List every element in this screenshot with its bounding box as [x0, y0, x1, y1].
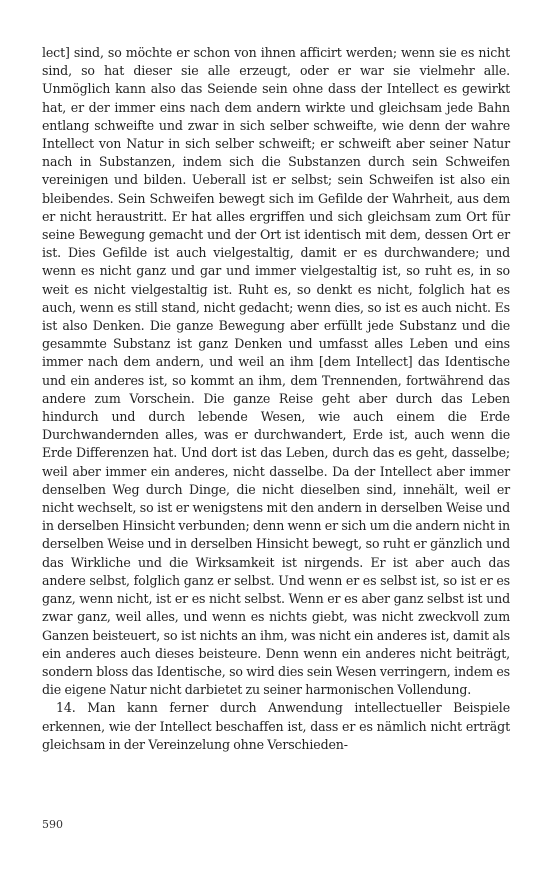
- page-body: [42, 44, 510, 844]
- paragraph-section-14: 14. Man kann ferner durch Anwendung intellectueller Beispiele erkennen, wie der Intellect beschaffen ist, dass er es nämlich nicht erträgt gleichsam in der Vereinzelung ohne Verschieden-: [42, 700, 510, 752]
- paragraph-continued: lect] sind, so möchte er schon von ihnen afficirt werden; wenn sie es nicht sind, so hat dieser sie alle erzeugt, oder er war sie vielmehr alle. Unmöglich kann also das Seiende sein ohne dass der Intellect es gewirkt hat, er der immer eins nach dem andern wirkte und gleichsam jede Bahn entlang schweifte und zwar in sich selber schweifte, wie denn der wahre Intellect von Natur in sich selber schweift; er schweift aber seiner Natur nach in Substanzen, indem sich die Substanzen durch sein Schweifen vereinigen und bilden. Ueberall ist er selbst; sein Schweifen ist also ein bleibendes. Sein Schweifen bewegt sich im Gefilde der Wahrheit, aus dem er nicht heraustritt. Er hat alles ergriffen und sich gleichsam zum Ort für seine Bewegung gemacht und der Ort ist identisch mit dem, dessen Ort er ist. Dies Gefilde ist auch vielgestaltig, damit er es durchwandere; und wenn es nicht ganz und gar und immer vielgestaltig ist, so ruht es, in so weit es nicht vielgestaltig ist. Ruht es, so denkt es nicht, folglich hat es auch, wenn es still stand, nicht gedacht; wenn dies, so ist es auch nicht. Es ist also Denken. Die ganze Bewegung aber erfüllt jede Substanz und die gesammte Substanz ist ganz Denken und umfasst alles Leben und eins immer nach dem andern, und weil an ihm [dem Intellect] das Identische und ein anderes ist, so kommt an ihm, dem Trennenden, fortwährend das andere zum Vorschein. Die ganze Reise geht aber durch das Leben hindurch und durch lebende Wesen, wie auch einem die Erde Durchwandernden alles, was er durchwandert, Erde ist, auch wenn die Erde Differenzen hat. Und dort ist das Leben, durch das es geht, dasselbe; weil aber immer ein anderes, nicht dasselbe. Da der Intellect aber immer denselben Weg durch Dinge, die nicht dieselben sind, innehält, weil er nicht wechselt, so ist er wenigstens mit den andern in derselben Weise und in derselben Hinsicht verbunden; denn wenn er sich um die andern nicht in derselben Weise und in derselben Hinsicht bewegt, so ruht er gänzlich und das Wirkliche und die Wirksamkeit ist nirgends. Er ist aber auch das andere selbst, folglich ganz er selbst. Und wenn er es selbst ist, so ist er es ganz, wenn nicht, ist er es nicht selbst. Wenn er es aber ganz selbst ist und zwar ganz, weil alles, und wenn es nichts giebt, was nicht zweckvoll zum Ganzen beisteuert, so ist nichts an ihm, was nicht ein anderes ist, damit als ein anderes auch dieses beisteure. Denn wenn ein anderes nicht beiträgt, sondern bloss das Identische, so wird dies sein Wesen verringern, indem es die eigene Natur nicht darbietet zu seiner harmonischen Vollendung.: [42, 45, 510, 698]
- page-number: 590: [42, 818, 63, 831]
- text-block: [42, 44, 510, 754]
